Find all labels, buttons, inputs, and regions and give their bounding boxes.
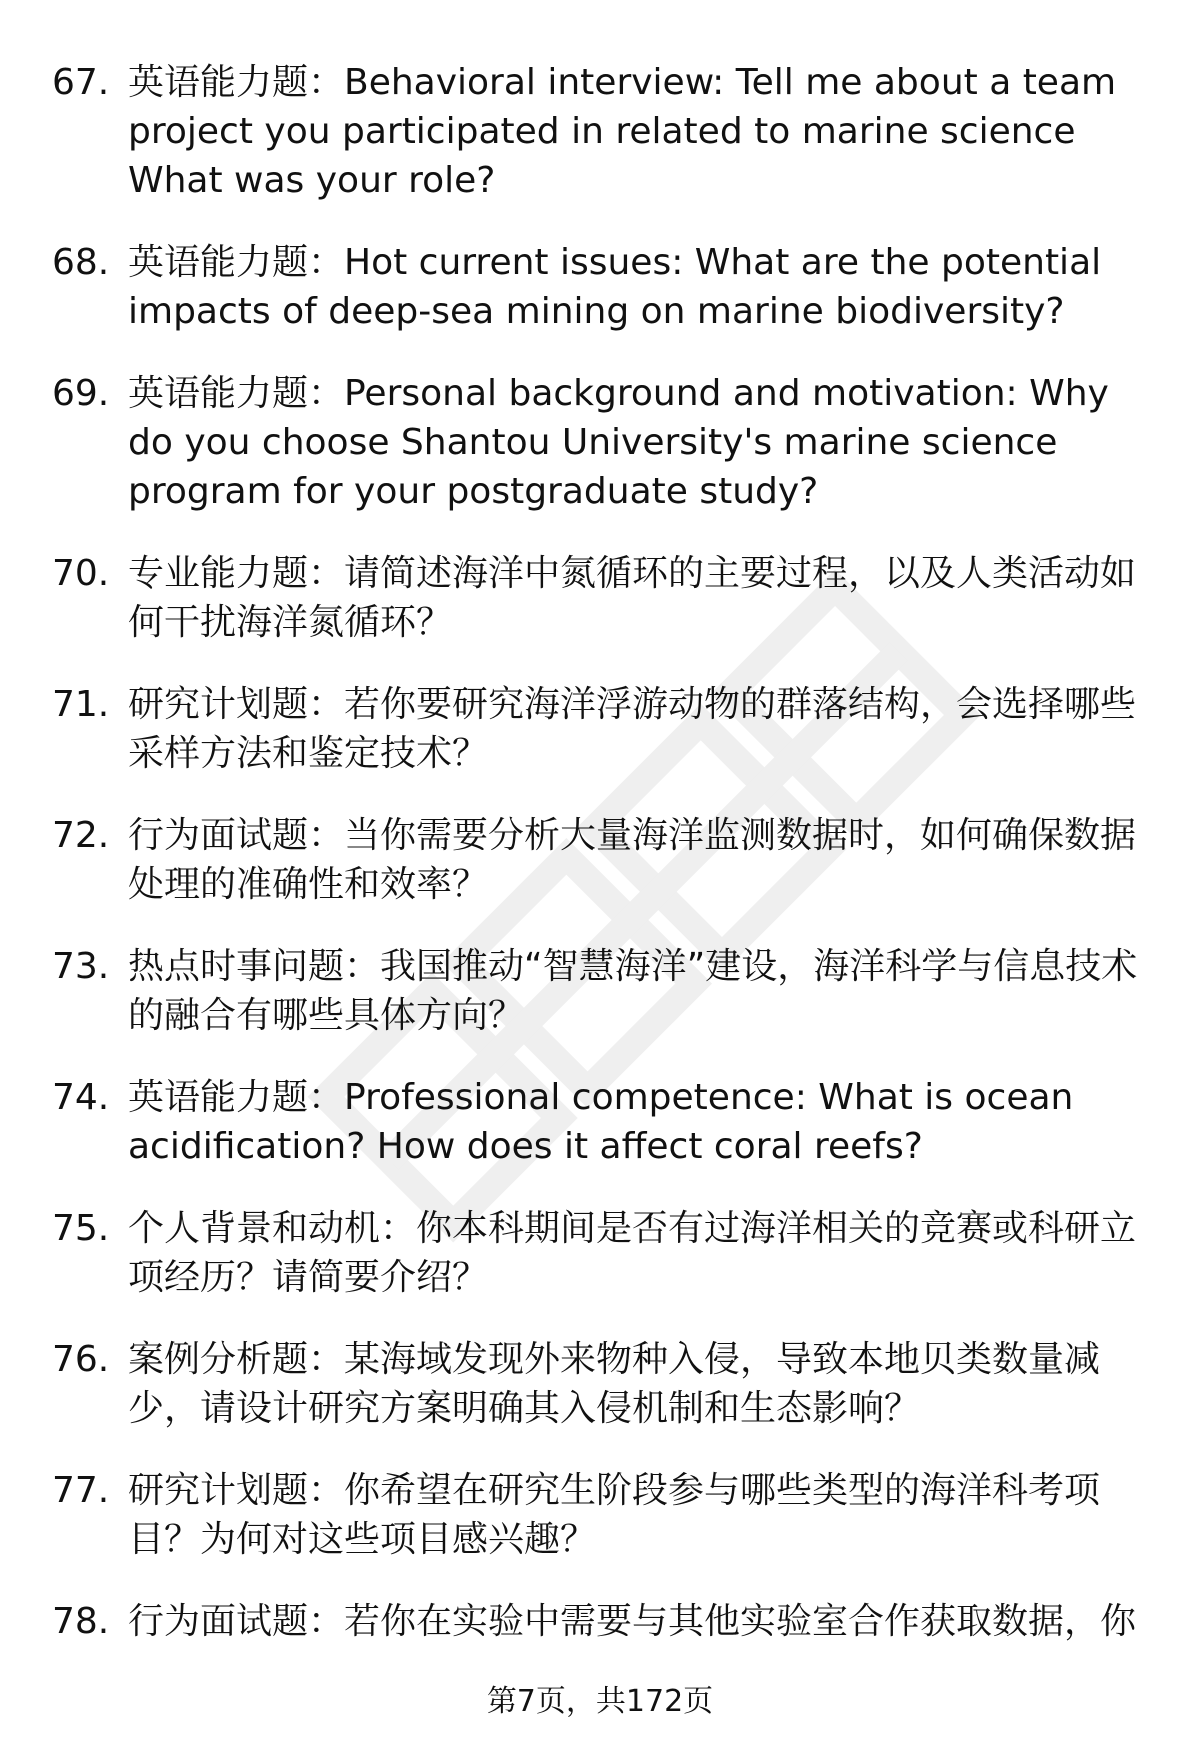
question-text: 个人背景和动机：你本科期间是否有过海洋相关的竞赛或科研立项经历？请简要介绍？ (128, 1208, 1137, 1298)
question-list (0, 58, 1200, 1679)
question-item (0, 811, 1200, 909)
question-number: 74. (52, 1077, 110, 1118)
question-text: 英语能力题：Personal background and motivation: Why do you choose Shantou University's marine science program for your postgraduate study? (128, 373, 1109, 512)
question-text: 英语能力题：Behavioral interview: Tell me about a team project you participated in related to marine science What was your role? (128, 62, 1117, 201)
question-number: 69. (52, 373, 110, 414)
question-number: 68. (52, 242, 110, 283)
question-number: 71. (52, 684, 110, 725)
question-number: 73. (52, 946, 110, 987)
question-number: 72. (52, 815, 110, 856)
question-number: 78. (52, 1601, 110, 1642)
question-item (0, 680, 1200, 778)
question-text: 英语能力题：Professional competence: What is ocean acidification? How does it affect coral reefs? (128, 1077, 1074, 1167)
question-text: 行为面试题：若你在实验中需要与其他实验室合作获取数据，你 (128, 1601, 1137, 1642)
question-text: 专业能力题：请简述海洋中氮循环的主要过程，以及人类活动如何干扰海洋氮循环？ (128, 553, 1137, 643)
question-text: 英语能力题：Hot current issues: What are the potential impacts of deep-sea mining on marine biodiversity? (128, 242, 1102, 332)
question-text: 热点时事问题：我国推动“智慧海洋”建设，海洋科学与信息技术的融合有哪些具体方向？ (128, 946, 1138, 1036)
question-item (0, 1597, 1200, 1646)
question-number: 70. (52, 553, 110, 594)
question-text: 研究计划题：你希望在研究生阶段参与哪些类型的海洋科考项目？为何对这些项目感兴趣？ (128, 1470, 1101, 1560)
question-item (0, 1073, 1200, 1171)
question-number: 67. (52, 62, 110, 103)
question-text: 研究计划题：若你要研究海洋浮游动物的群落结构，会选择哪些采样方法和鉴定技术？ (128, 684, 1137, 774)
question-item (0, 1466, 1200, 1564)
question-text: 行为面试题：当你需要分析大量海洋监测数据时，如何确保数据处理的准确性和效率？ (128, 815, 1137, 905)
question-item (0, 942, 1200, 1040)
question-item (0, 1204, 1200, 1302)
question-text: 案例分析题：某海域发现外来物种入侵，导致本地贝类数量减少，请设计研究方案明确其入侵机制和生态影响？ (128, 1339, 1101, 1429)
question-item (0, 58, 1200, 205)
question-number: 75. (52, 1208, 110, 1249)
question-item (0, 1335, 1200, 1433)
question-item (0, 369, 1200, 516)
question-item (0, 549, 1200, 647)
question-item (0, 238, 1200, 336)
question-number: 77. (52, 1470, 110, 1511)
question-number: 76. (52, 1339, 110, 1380)
page-number-footer: 第7页，共172页 (486, 1684, 714, 1719)
